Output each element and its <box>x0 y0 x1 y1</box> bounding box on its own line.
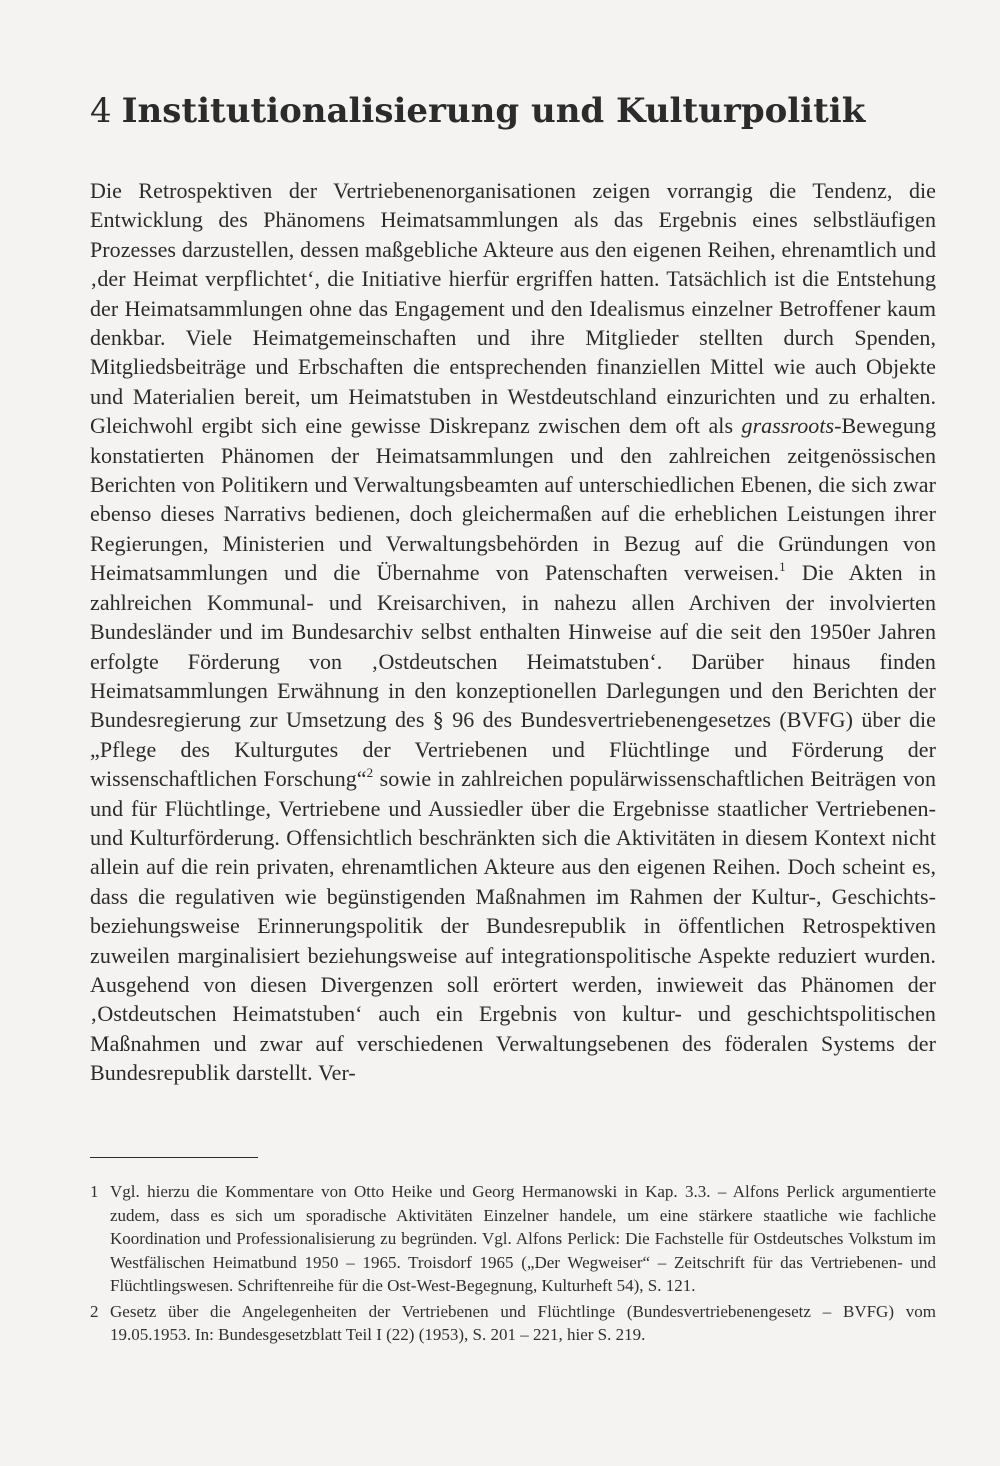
paragraph-text-part-3: Die Akten in zahlreichen Kommunal- und Kreisarchiven, in nahezu allen Archiven der involvierten Bundesländer und im Bundesarchiv selbst enthalten Hinweise auf die seit den 1950er Jahren erfolgte Förderung von ‚Ostdeutschen Heimatstuben‘. Darüber hinaus finden Heimatsammlungen Erwähnung in den konzeptionellen Darlegungen und den Berichten der Bundesregierung zur Umsetzung des § 96 des Bundesvertriebenengesetzes (BVFG) über die „Pflege des Kulturgutes der Vertriebenen und Flüchtlinge und Förderung der wissenschaftlichen Forschung“ <box>90 560 937 792</box>
footnote-number: 1 <box>90 1182 99 1201</box>
page-content <box>90 90 936 1088</box>
footnote-reference-1[interactable]: 1 <box>779 558 786 574</box>
footnote-2 <box>90 1300 936 1347</box>
footnote-number: 2 <box>90 1301 99 1321</box>
chapter-number: 4 <box>90 91 112 131</box>
footnote-text: Vgl. hierzu die Kommentare von Otto Heike und Georg Hermanowski in Kap. 3.3. – Alfons Perlick argumentierte zudem, dass es sich um sporadische Aktivitäten Einzelner handele, um eine stärkere staatliche wie fachliche Koordination und Professionalisierung zu begründen. Vgl. Alfons Perlick: Die Fachstelle für Ostdeutsches Volkstum im Westfälischen Heimatbund 1950 – 1965. Troisdorf 1965 („Der Wegweiser“ – Zeitschrift für das Vertriebenen- und Flüchtlingswesen. Schriftenreihe für die Ost-West-Begegnung, Kulturheft 54), S. 121. <box>110 1182 936 1295</box>
footnote-1 <box>90 1180 936 1298</box>
paragraph-emphasis-grassroots: grassroots <box>741 413 835 439</box>
paragraph-text-part-1: Die Retrospektiven der Vertriebenenorganisationen zeigen vorrangig die Tendenz, die Entwicklung des Phänomens Heimatsammlungen als das Ergebnis eines selbstläufigen Prozesses darzustellen, dessen maßgebliche Akteure aus den eigenen Reihen, ehrenamtlich und ‚der Heimat verpflichtet‘, die Initiative hierfür ergriffen hatten. Tatsächlich ist die Entstehung der Heimatsammlungen ohne das Engagement und den Idealismus einzelner Betroffener kaum denkbar. Viele Heimatgemeinschaften und ihre Mitglieder stellten durch Spenden, Mitgliedsbeiträge und Erbschaften die entsprechenden finanziellen Mittel wie auch Objekte und Materialien bereit, um Heimatstuben in Westdeutschland einzurichten und zu erhalten. Gleichwohl ergibt sich eine gewisse Diskrepanz zwischen dem oft als <box>90 178 936 439</box>
footnote-reference-2[interactable]: 2 <box>366 764 374 780</box>
footnote-divider <box>90 1157 258 1158</box>
chapter-heading <box>90 90 936 132</box>
footnote-text: Gesetz über die Angelegenheiten der Vertriebenen und Flüchtlinge (Bundesvertriebenengesetz – BVFG) vom 19.05.1953. In: Bundesgesetzblatt Teil I (22) (1953), S. 201 – 221, hier S. 219. <box>110 1301 936 1344</box>
paragraph-text-part-2: -Bewegung konstatierten Phänomen der Heimatsammlungen und den zahlreichen zeitgenössischen Berichten von Politikern und Verwaltungsbeamten auf unterschiedlichen Ebenen, die sich zwar ebenso dieses Narrativs bedienen, doch gleichermaßen auf die erheblichen Leistungen ihrer Regierungen, Ministerien und Verwaltungsbehörden in Bezug auf die Gründungen von Heimatsammlungen und die Übernahme von Patenschaften verweisen. <box>90 413 936 586</box>
paragraph-text-part-4: sowie in zahlreichen populärwissenschaftlichen Beiträgen von und für Flüchtlinge, Vertriebene und Aussiedler über die Ergebnisse staatlicher Vertriebenen- und Kulturförderung. Offensichtlich beschränkten sich die Aktivitäten in diesem Kontext nicht allein auf die rein privaten, ehrenamtlichen Akteure aus den eigenen Reihen. Doch scheint es, dass die regulativen wie begünstigenden Maßnahmen im Rahmen der Kultur-, Geschichts- beziehungsweise Erinnerungspolitik der Bundesrepublik in öffentlichen Retrospektiven zuweilen marginalisiert beziehungsweise auf integrationspolitische Aspekte reduziert wurden. Ausgehend von diesen Divergenzen soll erörtert werden, inwieweit das Phänomen der ‚Ostdeutschen Heimatstuben‘ auch ein Ergebnis von kultur- und geschichtspolitischen Maßnahmen und zwar auf verschiedenen Verwaltungsebenen des föderalen Systems der Bundesrepublik darstellt. Ver- <box>90 766 936 1086</box>
footnotes <box>90 1180 936 1349</box>
body-paragraph <box>90 176 936 1088</box>
chapter-title: Institutionalisierung und Kulturpolitik <box>121 91 866 131</box>
